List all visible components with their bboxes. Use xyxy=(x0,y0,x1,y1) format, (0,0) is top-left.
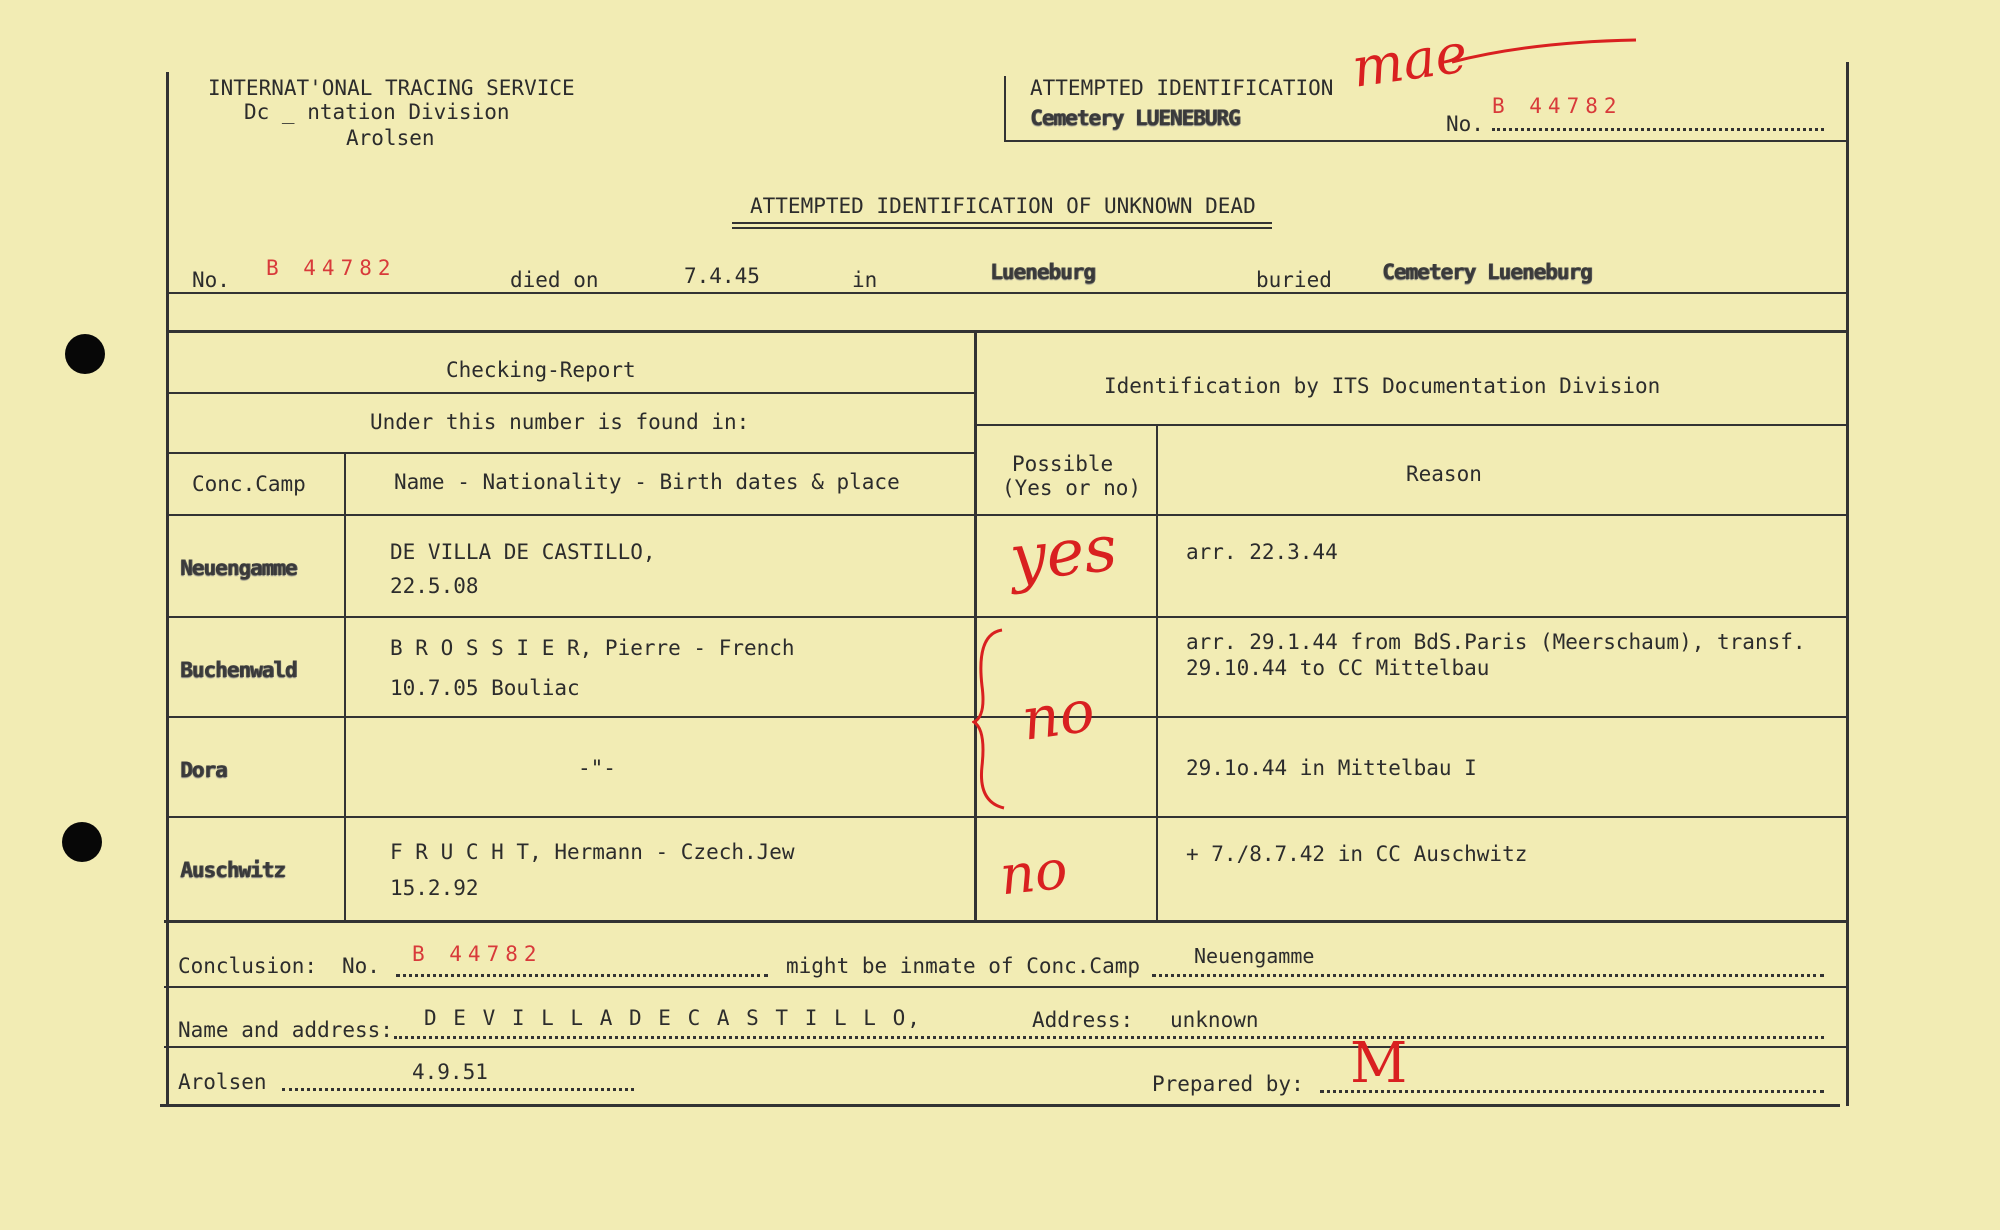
col-divider-camp xyxy=(344,452,346,920)
header-divider xyxy=(1004,76,1006,140)
punch-hole-top xyxy=(65,334,105,374)
prepared-by-signature: M xyxy=(1350,1031,1408,1096)
cemetery-name: Cemetery LUENEBURG xyxy=(1030,106,1240,130)
name-address-dots xyxy=(394,1036,1824,1039)
row-camp: Buchenwald xyxy=(180,658,297,682)
frame-bottom xyxy=(160,1104,1840,1107)
conclusion-camp-dots xyxy=(1152,974,1824,977)
col-divider-possible xyxy=(1156,424,1158,920)
punch-hole-bottom xyxy=(62,822,102,862)
row-reason-line1: arr. 29.1.44 from BdS.Paris (Meerschaum), transf. xyxy=(1186,630,1806,654)
form-title-underline-1 xyxy=(732,222,1272,224)
prepared-by-label: Prepared by: xyxy=(1152,1072,1304,1096)
checking-header-rule xyxy=(168,452,976,454)
row-camp: Dora xyxy=(180,758,227,782)
row-name-line2: 15.2.92 xyxy=(390,876,479,900)
row-reason-line1: 29.1o.44 in Mittelbau I xyxy=(1186,756,1477,780)
conclusion-rule xyxy=(164,986,1846,988)
handwritten-note: mae xyxy=(1348,21,1472,100)
col-divider-main xyxy=(974,330,977,920)
col-header-possible-2: (Yes or no) xyxy=(1002,476,1142,500)
form-title: ATTEMPTED IDENTIFICATION OF UNKNOWN DEAD xyxy=(750,194,1256,218)
identification-title: Identification by ITS Documentation Division xyxy=(1104,374,1661,398)
place-of-death: Lueneburg xyxy=(990,260,1095,284)
buried-label: buried xyxy=(1256,268,1332,292)
org-line-1: INTERNAT'ONAL TRACING SERVICE xyxy=(208,76,575,100)
burial-place: Cemetery Lueneburg xyxy=(1382,260,1592,284)
col-header-possible-1: Possible xyxy=(1012,452,1114,476)
form-title-underline-2 xyxy=(732,227,1272,229)
checking-report-title: Checking-Report xyxy=(446,358,636,382)
conclusion-no-label: No. xyxy=(342,954,380,978)
conclusion-inmate-text: might be inmate of Conc.Camp xyxy=(786,954,1141,978)
checking-subrule xyxy=(168,392,976,394)
identification-subrule xyxy=(976,424,1846,426)
row-rule-3 xyxy=(168,816,1846,818)
bracket-mark: no xyxy=(1017,676,1099,754)
died-on-value: 7.4.45 xyxy=(684,264,760,288)
table-top-rule xyxy=(168,330,1846,333)
checking-report-subtitle: Under this number is found in: xyxy=(370,410,750,434)
conclusion-no-value: B 44782 xyxy=(412,942,543,966)
row-reason-line2: 29.10.44 to CC Mittelbau xyxy=(1186,656,1490,680)
record-rule xyxy=(168,292,1846,294)
footer-place: Arolsen xyxy=(178,1070,267,1094)
record-no-label: No. xyxy=(192,268,230,292)
row-camp: Neuengamme xyxy=(180,556,297,580)
row-camp: Auschwitz xyxy=(180,858,285,882)
col-header-reason: Reason xyxy=(1406,462,1482,486)
row-possible: no xyxy=(996,837,1071,908)
row-name-line1: -"- xyxy=(578,756,616,780)
table-bottom-rule xyxy=(164,920,1846,923)
row-name-line1: F R U C H T, Hermann - Czech.Jew xyxy=(390,840,795,864)
col-header-name: Name - Nationality - Birth dates & place xyxy=(394,470,900,494)
conclusion-camp-value: Neuengamme xyxy=(1194,944,1315,968)
name-address-label: Name and address: xyxy=(178,1018,393,1042)
died-on-label: died on xyxy=(510,268,599,292)
org-line-2: Dc _ ntation Division xyxy=(244,100,510,124)
footer-date: 4.9.51 xyxy=(412,1060,488,1084)
bracket-mark-icon xyxy=(972,626,1012,812)
frame-left xyxy=(166,72,169,1106)
row-reason-line1: arr. 22.3.44 xyxy=(1186,540,1338,564)
attempted-identification-title: ATTEMPTED IDENTIFICATION xyxy=(1030,76,1334,100)
frame-right xyxy=(1846,62,1849,1106)
header-rule xyxy=(1004,140,1846,142)
org-line-3: Arolsen xyxy=(346,126,435,150)
handwritten-underline xyxy=(1450,32,1640,72)
row-possible: yes xyxy=(1006,511,1121,597)
row-name-line2: 10.7.05 Bouliac xyxy=(390,676,580,700)
row-name-line1: B R O S S I E R, Pierre - French xyxy=(390,636,795,660)
record-no-value: B 44782 xyxy=(266,256,397,280)
header-no-dots xyxy=(1492,128,1824,131)
row-reason-line1: + 7./8.7.42 in CC Auschwitz xyxy=(1186,842,1528,866)
row-name-line2: 22.5.08 xyxy=(390,574,479,598)
in-label: in xyxy=(852,268,878,292)
name-address-rule xyxy=(164,1046,1846,1048)
header-no-label: No. xyxy=(1446,112,1484,136)
row-rule-1 xyxy=(168,616,1846,618)
header-no-value: B 44782 xyxy=(1492,94,1623,118)
address-value: unknown xyxy=(1170,1008,1259,1032)
row-name-line1: DE VILLA DE CASTILLO, xyxy=(390,540,656,564)
table-header-bottom xyxy=(168,514,1846,516)
address-label: Address: xyxy=(1032,1008,1134,1032)
conclusion-no-dots xyxy=(396,974,768,977)
footer-date-dots xyxy=(282,1088,634,1091)
name-address-value: D E V I L L A D E C A S T I L L O, xyxy=(424,1006,922,1030)
conclusion-label: Conclusion: xyxy=(178,954,318,978)
col-header-camp: Conc.Camp xyxy=(192,472,306,496)
